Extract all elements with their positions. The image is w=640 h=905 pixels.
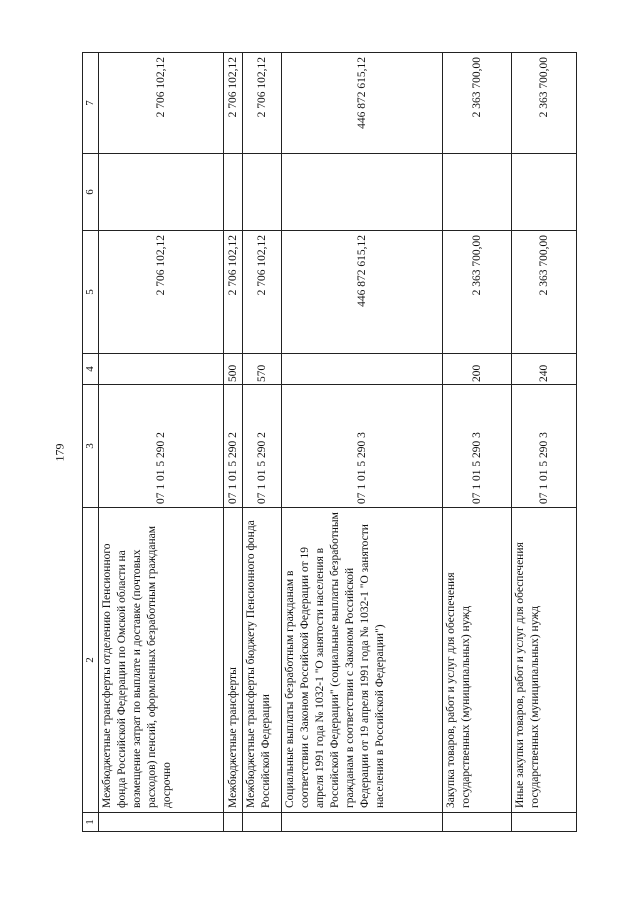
row-code-cell: 07 1 01 5 290 3 [282, 385, 443, 508]
row-value-7-cell: 2 706 102,12 [243, 53, 282, 154]
row-type-cell: 200 [443, 354, 512, 385]
table-row [243, 53, 282, 832]
row-value-7-cell: 2 363 700,00 [512, 53, 577, 154]
row-index-cell [282, 813, 443, 832]
row-value-7-cell: 2 363 700,00 [443, 53, 512, 154]
row-code-cell: 07 1 01 5 290 2 [224, 385, 243, 508]
row-value-6-cell [282, 154, 443, 231]
row-index-cell [224, 813, 243, 832]
row-value-5-cell: 2 706 102,12 [99, 231, 224, 354]
row-value-5-cell: 2 706 102,12 [243, 231, 282, 354]
row-type-cell: 240 [512, 354, 577, 385]
table-row [282, 53, 443, 832]
row-code-cell: 07 1 01 5 290 3 [512, 385, 577, 508]
row-value-6-cell [243, 154, 282, 231]
header-col-7: 7 [83, 53, 99, 154]
row-value-7-cell: 2 706 102,12 [224, 53, 243, 154]
table-row [224, 53, 243, 832]
row-code-cell: 07 1 01 5 290 2 [243, 385, 282, 508]
row-value-6-cell [512, 154, 577, 231]
row-value-5-cell: 2 706 102,12 [224, 231, 243, 354]
row-value-6-cell [443, 154, 512, 231]
row-type-cell: 570 [243, 354, 282, 385]
row-name-cell: Иные закупки товаров, работ и услуг для обеспечения государственных (муниципальных) нужд [512, 508, 577, 813]
row-type-cell [99, 354, 224, 385]
header-col-6: 6 [83, 154, 99, 231]
table-row [512, 53, 577, 832]
row-name-cell: Межбюджетные трансферты [224, 508, 243, 813]
row-value-5-cell: 2 363 700,00 [512, 231, 577, 354]
row-value-6-cell [224, 154, 243, 231]
row-code-cell: 07 1 01 5 290 3 [443, 385, 512, 508]
page-number: 179 [52, 443, 67, 462]
row-name-cell: Межбюджетные трансферты отделению Пенсионного фонда Российской Федерации по Омской области на возмещение затрат по выплате и доставке (почтовых расходов) пенсий, оформленных безработным гражданам досрочно [99, 508, 224, 813]
row-index-cell [243, 813, 282, 832]
header-col-3: 3 [83, 385, 99, 508]
row-type-cell: 500 [224, 354, 243, 385]
row-index-cell [99, 813, 224, 832]
row-code-cell: 07 1 01 5 290 2 [99, 385, 224, 508]
row-value-5-cell: 446 872 615,12 [282, 231, 443, 354]
header-col-4: 4 [83, 354, 99, 385]
budget-table-sheet [82, 57, 568, 832]
header-col-5: 5 [83, 231, 99, 354]
row-index-cell [512, 813, 577, 832]
table-header-row [83, 53, 99, 832]
table-row [443, 53, 512, 832]
row-value-7-cell: 2 706 102,12 [99, 53, 224, 154]
row-type-cell [282, 354, 443, 385]
table-row [99, 53, 224, 832]
header-col-2: 2 [83, 508, 99, 813]
row-value-5-cell: 2 363 700,00 [443, 231, 512, 354]
budget-table [82, 52, 577, 832]
row-name-cell: Межбюджетные трансферты бюджету Пенсионного фонда Российской Федерации [243, 508, 282, 813]
row-name-cell: Закупка товаров, работ и услуг для обеспечения государственных (муниципальных) нужд [443, 508, 512, 813]
row-value-6-cell [99, 154, 224, 231]
row-name-cell: Социальные выплаты безработным гражданам в соответствии с Законом Российской Федерации от 19 апреля 1991 года № 1032-1 "О занятости населения в Российской Федерации" (социальные выплаты безработным гражданам в соответствии с Законом Российской Федерации от 19 апреля 1991 года № 1032-1 "О занятости населения в Российской Федерации") [282, 508, 443, 813]
header-col-1: 1 [83, 813, 99, 832]
row-index-cell [443, 813, 512, 832]
row-value-7-cell: 446 872 615,12 [282, 53, 443, 154]
